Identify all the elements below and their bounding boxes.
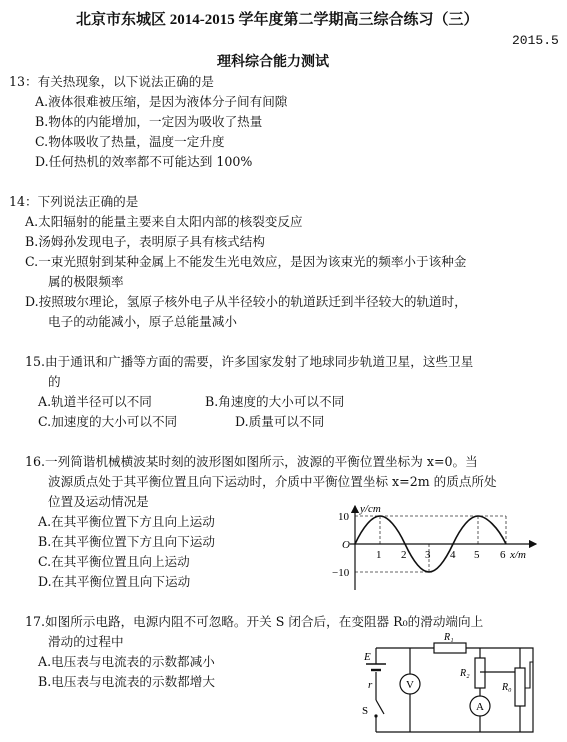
- ammeter-label: A: [476, 701, 484, 713]
- origin-label: O: [342, 539, 350, 551]
- circuit-diagram: [358, 632, 548, 740]
- resistor-r2: [475, 658, 485, 688]
- switch-blade: [376, 700, 384, 714]
- resistor-r1: [434, 643, 466, 653]
- rheostat-slider: [525, 662, 533, 688]
- question-14-stem: 14：下列说法正确的是: [9, 194, 139, 209]
- y-axis-label: y/cm: [360, 503, 381, 515]
- question-17-option-a: A.电压表与电流表的示数都减小: [38, 654, 215, 669]
- x-axis-label: x/m: [510, 549, 526, 561]
- internal-resistance-label: r: [368, 679, 373, 691]
- question-16-stem-line-2: 波源质点处于其平衡位置且向下运动时，介质中平衡位置坐标 x=2m 的质点所处: [48, 474, 497, 489]
- question-14-option-a: A.太阳辐射的能量主要来自太阳内部的核裂变反应: [25, 214, 303, 229]
- emf-label: E: [364, 651, 371, 663]
- question-15-stem-line-1: 15.由于通讯和广播等方面的需要，许多国家发射了地球同步轨道卫星，这些卫星: [25, 354, 474, 369]
- x-tick-1: 1: [376, 549, 382, 561]
- switch-label: S: [362, 705, 369, 717]
- question-16-option-c: C.在其平衡位置且向上运动: [38, 554, 190, 569]
- r2-label: R₂: [460, 668, 470, 679]
- wave-graph: [330, 502, 540, 592]
- question-14-option-d: D.按照玻尔理论，氢原子核外电子从半径较小的轨道跃迁到半径较大的轨道时，: [25, 294, 467, 309]
- x-tick-4: 4: [450, 549, 456, 561]
- r0-label: R₀: [502, 682, 512, 693]
- question-13-option-c: C.物体吸收了热量，温度一定升度: [35, 134, 225, 149]
- question-15-option-c: C.加速度的大小可以不同: [38, 414, 178, 429]
- paper-title: 北京市东城区 2014-2015 学年度第二学期高三综合练习（三）: [76, 12, 479, 28]
- question-13-stem: 13：有关热现象，以下说法正确的是: [9, 74, 214, 89]
- y-tick-minus-10: −10: [332, 567, 350, 579]
- rheostat-r0: [515, 668, 525, 706]
- question-13-option-b: B.物体的内能增加，一定因为吸收了热量: [35, 114, 263, 129]
- question-14-option-d-continued: 电子的动能减小，原子总能量减小: [48, 314, 237, 329]
- question-17-option-b: B.电压表与电流表的示数都增大: [38, 674, 215, 689]
- question-14-option-b: B.汤姆孙发现电子，表明原子具有核式结构: [25, 234, 265, 249]
- question-15-option-b: B.角速度的大小可以不同: [205, 394, 345, 409]
- r1-label: R₁: [444, 632, 454, 643]
- voltmeter-label: V: [406, 679, 414, 691]
- question-13-option-d: D.任何热机的效率都不可能达到 100%: [35, 154, 253, 169]
- question-17-stem-line-2: 滑动的过程中: [48, 634, 124, 649]
- question-15-option-a: A.轨道半径可以不同: [38, 394, 152, 409]
- x-tick-6: 6: [500, 549, 506, 561]
- paper-subtitle: 理科综合能力测试: [217, 55, 329, 70]
- question-16-stem-line-3: 位置及运动情况是: [48, 494, 149, 509]
- question-14-option-c: C.一束光照射到某种金属上不能发生光电效应，是因为该束光的频率小于该种金: [25, 254, 467, 269]
- exam-date: 2015.5: [512, 33, 559, 48]
- x-tick-5: 5: [474, 549, 480, 561]
- question-17-stem-line-1: 17.如图所示电路，电源内阻不可忽略。开关 S 闭合后，在变阻器 R₀的滑动端向上: [25, 614, 484, 629]
- question-16-option-d: D.在其平衡位置且向下运动: [38, 574, 191, 589]
- x-tick-3: 3: [425, 549, 431, 561]
- question-16-stem-line-1: 16.一列简谐机械横波某时刻的波形图如图所示，波源的平衡位置坐标为 x=0。当: [25, 454, 478, 469]
- question-13-option-a: A.液体很难被压缩，是因为液体分子间有间隙: [35, 94, 288, 109]
- question-15-option-d: D.质量可以不同: [235, 414, 325, 429]
- question-16-option-b: B.在其平衡位置下方且向下运动: [38, 534, 215, 549]
- x-tick-2: 2: [401, 549, 407, 561]
- y-tick-10: 10: [338, 511, 349, 523]
- question-16-option-a: A.在其平衡位置下方且向上运动: [38, 514, 215, 529]
- question-14-option-c-continued: 属的极限频率: [48, 274, 124, 289]
- question-15-stem-line-2: 的: [48, 374, 61, 389]
